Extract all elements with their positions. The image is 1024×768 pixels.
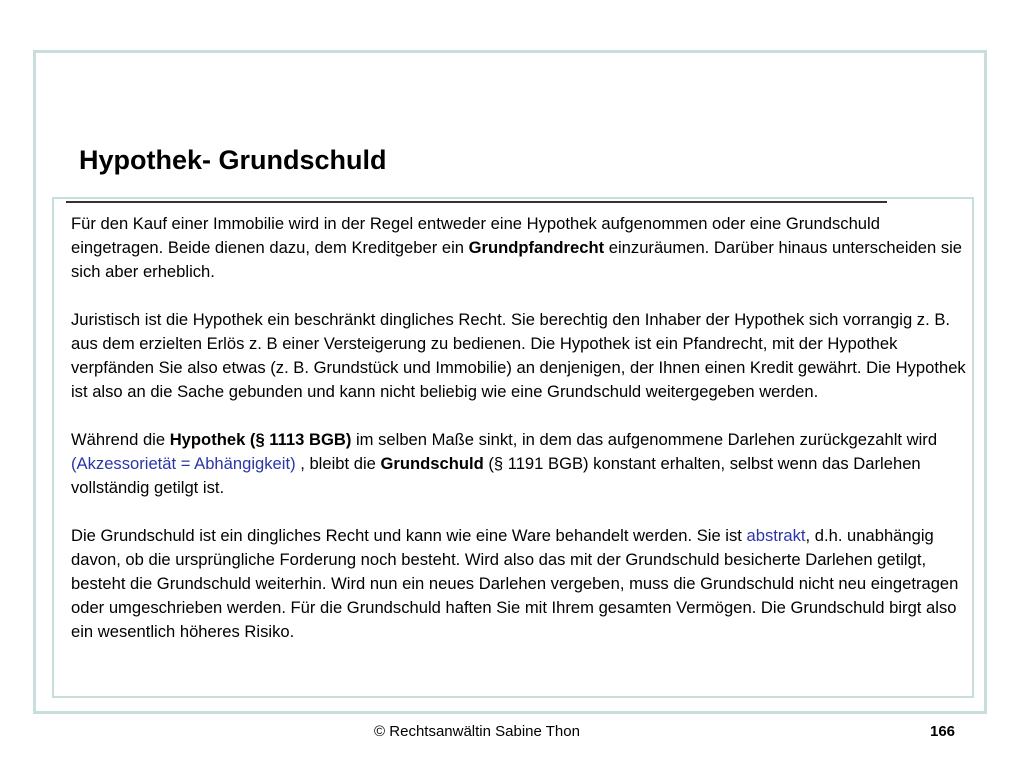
text-run: Die Grundschuld ist ein dingliches Recht und kann wie eine Ware behandelt werden. Sie ist (71, 526, 747, 545)
page-number: 166 (930, 723, 956, 740)
bold-term: Grundschuld (380, 454, 484, 473)
bold-term: Hypothek (§ 1113 BGB) (169, 430, 352, 449)
text-run: (§ 1191 BGB) konstant erhalten, selbst wenn das Darlehen vollständig getilgt ist. (71, 454, 921, 497)
highlight-term: (Akzessorietät = Abhängigkeit) (71, 454, 296, 473)
highlight-term: abstrakt (746, 526, 806, 545)
text-run: einzuräumen. Darüber hinaus unterscheiden sie sich aber erheblich. (71, 238, 963, 281)
content-text (71, 212, 971, 644)
paragraph-grundpfandrecht (71, 212, 971, 284)
text-run: , d.h. unabhängig davon, ob die ursprüngliche Forderung noch besteht. Wird also das mit der Grundschuld besicherte Darlehen getilgt, besteht die Grundschuld weiterhin. Wird nun ein neues Darlehen vergeben, muss die Grundschuld nicht neu eingetragen oder umgeschrieben werden. Für die Grundschuld haften Sie mit Ihrem gesamten Vermögen. Die Grundschuld birgt also ein wesentlich höheres Risiko. (71, 526, 959, 641)
footer-copyright: © Rechtsanwältin Sabine Thon (374, 723, 580, 740)
text-run: Juristisch ist die Hypothek ein beschränkt dingliches Recht. Sie berechtig den Inhaber der Hypothek sich vorrangig z. B. aus dem erzielten Erlös z. B einer Versteigerung zu bedienen. Die Hypothek ist ein Pfandrecht, mit der Hypothek verpfänden Sie also etwas (z. B. Grundstück und Immobilie) an denjenigen, der Ihnen einen Kredit gewährt. Die Hypothek ist also an die Sache gebunden und kann nicht beliebig wie eine Grundschuld weitergegeben werden. (71, 310, 966, 401)
paragraph-hypothek-recht (71, 308, 971, 404)
text-run: Während die (71, 430, 170, 449)
text-run: Für den Kauf einer Immobilie wird in der Regel entweder eine Hypothek aufgenommen oder eine Grundschuld eingetragen. Beide dienen dazu, dem Kreditgeber ein (71, 214, 880, 257)
text-run: im selben Maße sinkt, in dem das aufgenommene Darlehen zurückgezahlt wird (351, 430, 938, 449)
text-run: , bleibt die (295, 454, 381, 473)
paragraph-hypothek-vs-grundschuld (71, 428, 971, 500)
bold-term: Grundpfandrecht (468, 238, 605, 257)
paragraph-grundschuld-abstrakt (71, 524, 971, 644)
slide-title: Hypothek- Grundschuld (79, 145, 387, 175)
